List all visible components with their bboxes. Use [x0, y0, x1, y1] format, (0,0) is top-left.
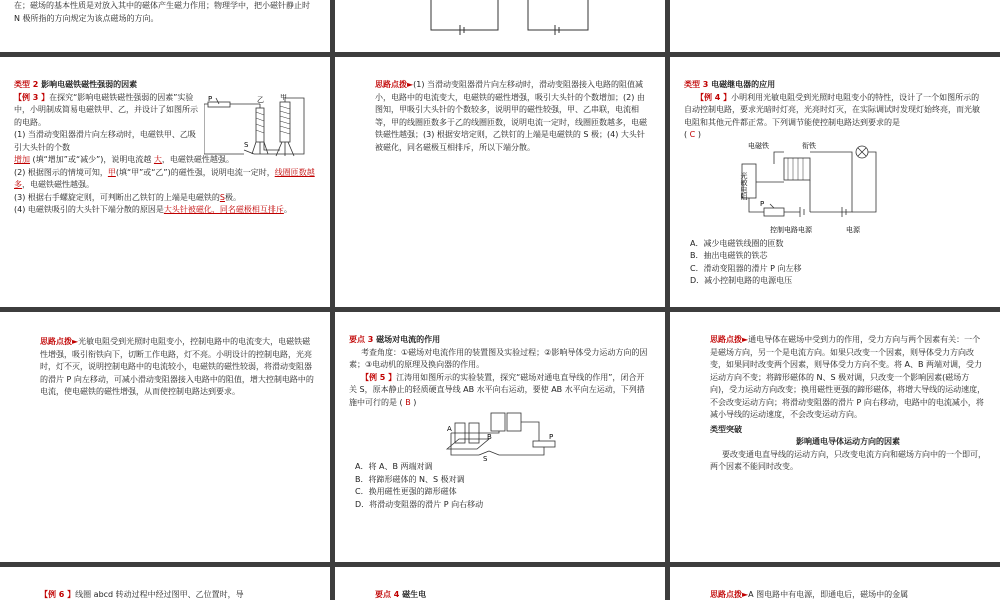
electromagnet-figure	[204, 94, 316, 164]
option-5b: B．将蹄形磁体的 N、S 极对调	[355, 474, 465, 484]
answer-2: 大	[153, 155, 162, 164]
example-6-label: 【例 6 】	[40, 590, 76, 599]
answer-3: 甲	[107, 167, 116, 177]
svg-text:光敏电阻: 光敏电阻	[740, 171, 748, 200]
svg-text:乙: 乙	[257, 95, 264, 104]
option-a: A．减少电磁铁线圈的匝数	[690, 238, 784, 248]
example-5-label: 【例 5 】	[361, 372, 397, 382]
center-title: 影响通电导体运动方向的因素	[796, 437, 900, 446]
slide-2	[335, 0, 665, 52]
svg-text:P: P	[549, 433, 554, 441]
svg-text:控制电路电源: 控制电路电源	[770, 225, 812, 234]
option-b: B．抽出电磁铁的铁芯	[690, 251, 768, 260]
answer-4: 线圈匝数越多	[14, 167, 315, 189]
hint-label: 思路点拨►	[375, 80, 414, 89]
svg-text:P: P	[760, 199, 765, 208]
svg-text:B: B	[487, 433, 492, 441]
slide-5: 思路点拨►(1) 当滑动变阻器滑片向左移动时，滑动变阻器接入电路的阻值减小，电路中的电流变大，电磁铁的磁性增强，吸引大头针的个数增加；(2) 由图知，甲吸引大头针的个数较多，说明甲的磁性较强，甲、乙串联，电流相等，甲的线圈匝数多于乙的线圈匝数，说明电流一定时，线圈匝数越多，电磁铁磁性越强；(3) 根据安培定则，乙铁钉的上端是电磁铁的 S 极；(4) 大头针被磁化，同名磁极互相排斥，所以下端分散。	[335, 57, 665, 307]
option-c: C．滑动变阻器的滑片 P 向左移	[690, 263, 802, 273]
slide-6: 类型 3 电磁继电器的应用 【例 4 】小明利用光敏电阻受到光照时电阻变小的特性，设计了一个如图所示的自动控制电路，要求光暗时灯亮，光亮时灯灭，在实际调试时发现灯始终亮，而光敏电阻和其他元件都正常。下列调节能使控制电路达到要求的是 ( C ) 电磁铁 衔铁 光敏电阻 P 控制电路电源 电源 A．减少电磁铁线圈的匝数 B．抽出电磁铁的铁芯 C．滑动变阻器的滑片 P 向左移 D．减小控制电路的电源电压	[670, 57, 1000, 307]
slide-1	[0, 0, 330, 52]
point-heading-4: 要点 4 磁生电	[375, 590, 427, 599]
motor-experiment-figure	[439, 409, 559, 461]
answer-5-choice: B	[405, 397, 411, 407]
hint-label-2: 思路点拨►	[40, 337, 79, 346]
option-5d: D．将滑动变阻器的滑片 P 向右移动	[355, 499, 484, 509]
sub-heading: 类型突破	[710, 424, 742, 434]
option-5c: C．换用磁性更强的蹄形磁体	[355, 487, 457, 496]
slide-8: 要点 3 磁场对电流的作用 考查角度：①磁场对电流作用的装置图及实验过程；②影响导体受力运动方向的因素；③电动机的原理及换向器的作用。 【例 5 】江涛用如图所示的实验装置，探究“磁场对通电直导线的作用”，闭合开关 S，原本静止的轻质硬直导线 AB 水平向右运动，要使 AB 水平向左运动，下列措施中可行的是 ( B ) A B S P A．将 A、B 两端对调 B．将蹄形磁体的 N、S 极对调 C．换用磁性更强的蹄形磁体 D．将滑动变阻器的滑片 P 向右移动	[335, 312, 665, 562]
relay-circuit-figure	[734, 142, 884, 238]
option-5a: A．将 A、B 两端对调	[355, 462, 433, 471]
slide-9: 思路点拨►通电导体在磁场中受到力的作用，受力方向与两个因素有关：一个是磁场方向，另一个是电流方向。如果只改变一个因素，则导体受力方向改变，如果同时改变两个因素，则导体受力方向不变。将 A、B 两端对调，受力运动方向不变；将蹄形磁体的 N、S 极对调，只改变一个影响因素(磁场方向)，受力运动方向改变；换用磁性更强的蹄形磁体，将增大导线的运动速度，不会改变运动方向；将滑动变阻器的滑片 P 向右移动，电路中的电流减小，将减小导线的运动速度，不会改变运动方向。 类型突破 影响通电导体运动方向的因素 要改变通电直导线的运动方向，只改变电流方向和磁场方向中的一个即可，两个因素不能同时改变。	[670, 312, 1000, 562]
hint-label-3: 思路点拨►	[710, 335, 749, 344]
svg-text:甲: 甲	[280, 93, 287, 101]
type-heading: 类型 2 影响电磁铁磁性强弱的因素	[14, 80, 138, 89]
svg-text:A: A	[447, 425, 452, 433]
hint-label-4: 思路点拨►	[710, 590, 749, 599]
answer-4-choice: C	[689, 130, 696, 139]
type-heading-3: 类型 3 电磁继电器的应用	[684, 80, 776, 89]
circuit-figure-top	[335, 0, 665, 52]
svg-text:S: S	[483, 455, 488, 461]
slide-11	[335, 567, 665, 600]
slide-4: 类型 2 影响电磁铁磁性强弱的因素 P 乙 甲 S 【例 3 】在探究“影响电磁铁磁性强弱的因素”实验中，小明制成简易电磁铁甲、乙，并设计了如图所示的电路。 (1) 当滑动变阻器滑片向左移动时，电磁铁甲、乙吸引大头针的个数 增加 (填“增加”或“减少”)，说明电流越 大，电磁铁磁性越强。 (2) 根据图示的情境可知，甲(填“甲”或“乙”)的磁性强，说明电流一定时，线圈匝数越多，电磁铁磁性越强。 (3) 根据右手螺旋定则，可判断出乙铁钉的上端是电磁铁的S极。 (4) 电磁铁吸引的大头针下端分散的原因是大头针被磁化，同名磁极相互排斥。	[0, 57, 330, 307]
option-d: D．减小控制电路的电源电压	[690, 276, 793, 285]
answer-1: 增加	[14, 155, 30, 164]
svg-text:P: P	[208, 94, 213, 103]
svg-text:衔铁: 衔铁	[802, 141, 816, 150]
point-heading-3: 要点 3 磁场对电流的作用	[349, 335, 441, 344]
focus-text: 考查角度：①磁场对电流作用的装置图及实验过程；②影响导体受力运动方向的因素；③电动机的原理及换向器的作用。	[349, 347, 648, 369]
example-3-label: 【例 3 】	[14, 92, 50, 102]
svg-text:电磁铁: 电磁铁	[748, 141, 769, 150]
slide-1-text: 在；磁场的基本性质是对放入其中的磁体产生磁力作用；物理学中，把小磁针静止时 N 极所指的方向规定为该点磁场的方向。	[14, 1, 310, 23]
slide-10: 【例 6 】线圈 abcd 转动过程中经过图甲、乙位置时，导	[0, 567, 330, 600]
slide-12: 思路点拨►A 图电路中有电源，即通电后，磁场中的金属	[670, 567, 1000, 600]
svg-text:电源: 电源	[846, 225, 860, 234]
center-text: 要改变通电直导线的运动方向，只改变电流方向和磁场方向中的一个即可，两个因素不能同时改变。	[710, 449, 986, 471]
svg-text:S: S	[244, 140, 249, 149]
example-4-label: 【例 4 】	[696, 92, 732, 102]
answer-5: S	[219, 192, 225, 202]
slide-7: 思路点拨►光敏电阻受到光照时电阻变小，控制电路中的电流变大，电磁铁磁性增强，吸引衔铁向下，切断工作电路，灯不亮。小明设计的控制电路，光亮时，灯不灭，说明控制电路中的电流较小，电磁铁的磁性较弱，将滑动变阻器的滑片 P 向左移动，可减小滑动变阻器接入电路中的阻值，增大控制电路中的电流，使电磁铁的磁性增强，从而使控制电路达到要求。	[0, 312, 330, 562]
answer-6: 大头针被磁化，同名磁极相互排斥	[163, 205, 284, 214]
slide-3	[670, 0, 1000, 52]
